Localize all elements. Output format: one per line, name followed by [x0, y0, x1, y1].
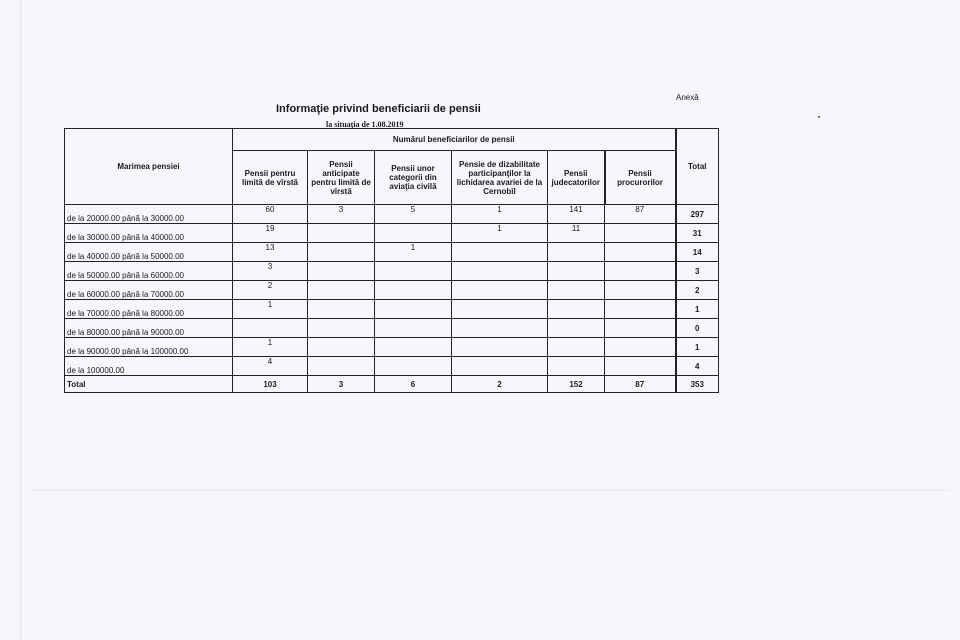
total-row-label: Total	[65, 376, 233, 393]
beneficiary-count-cell: 1	[233, 300, 308, 319]
beneficiary-count-cell	[375, 262, 452, 281]
beneficiary-count-cell	[308, 224, 375, 243]
beneficiary-count-cell	[452, 300, 548, 319]
table-row	[65, 262, 719, 281]
total-row	[65, 376, 719, 393]
row-total-cell: 1	[676, 338, 719, 357]
beneficiary-count-cell	[308, 243, 375, 262]
table-row	[65, 281, 719, 300]
row-total-cell: 0	[676, 319, 719, 338]
column-total-cell: 2	[452, 376, 548, 393]
column-header: Pensii unor categorii din aviaţia civilă	[375, 151, 452, 205]
beneficiary-count-cell: 13	[233, 243, 308, 262]
column-total-cell: 3	[308, 376, 375, 393]
beneficiary-count-cell	[233, 319, 308, 338]
column-header: Pensii anticipate pentru limită de vîrstă	[308, 151, 375, 205]
beneficiary-count-cell	[308, 357, 375, 376]
beneficiary-count-cell	[452, 338, 548, 357]
beneficiary-count-cell: 2	[233, 281, 308, 300]
beneficiary-count-cell: 11	[548, 224, 605, 243]
pension-range-cell: de la 70000.00 până la 80000.00	[65, 300, 233, 319]
beneficiary-count-cell	[452, 262, 548, 281]
beneficiary-count-cell	[548, 243, 605, 262]
beneficiary-count-cell: 87	[605, 205, 676, 224]
total-column-header: Total	[676, 129, 719, 205]
pension-range-cell: de la 90000.00 până la 100000.00	[65, 338, 233, 357]
beneficiary-count-cell: 5	[375, 205, 452, 224]
row-total-cell: 31	[676, 224, 719, 243]
table-row	[65, 224, 719, 243]
beneficiary-count-cell: 4	[233, 357, 308, 376]
beneficiary-count-cell	[375, 224, 452, 243]
beneficiary-count-cell	[375, 338, 452, 357]
document-title: Informaţie privind beneficiarii de pensii	[276, 103, 481, 115]
row-total-cell: 3	[676, 262, 719, 281]
pension-size-header: Marimea pensiei	[65, 129, 233, 205]
column-total-cell: 152	[548, 376, 605, 393]
beneficiary-count-cell: 1	[233, 338, 308, 357]
beneficiary-count-cell	[452, 319, 548, 338]
beneficiary-count-cell	[605, 262, 676, 281]
beneficiary-count-cell: 1	[375, 243, 452, 262]
grand-total-cell: 353	[676, 376, 719, 393]
beneficiary-count-cell	[605, 243, 676, 262]
beneficiary-count-cell: 141	[548, 205, 605, 224]
table-row	[65, 205, 719, 224]
beneficiary-count-cell: 1	[452, 224, 548, 243]
paper-fold-line	[30, 490, 950, 491]
page-edge	[20, 0, 21, 640]
row-total-cell: 2	[676, 281, 719, 300]
beneficiary-count-cell	[375, 357, 452, 376]
table-header-row-1	[65, 129, 719, 151]
table-row	[65, 243, 719, 262]
beneficiary-count-cell	[605, 224, 676, 243]
beneficiary-count-cell	[548, 281, 605, 300]
column-header: Pensii procurorilor	[605, 151, 676, 205]
beneficiary-count-cell	[548, 300, 605, 319]
table-row	[65, 319, 719, 338]
column-header: Pensii pentru limită de vîrstă	[233, 151, 308, 205]
column-total-cell: 87	[605, 376, 676, 393]
beneficiary-count-cell	[605, 338, 676, 357]
beneficiary-count-cell	[452, 243, 548, 262]
beneficiary-count-cell	[308, 319, 375, 338]
beneficiary-count-cell	[308, 300, 375, 319]
beneficiary-count-cell	[605, 319, 676, 338]
row-total-cell: 297	[676, 205, 719, 224]
beneficiary-count-cell	[308, 338, 375, 357]
beneficiary-count-cell	[308, 281, 375, 300]
document-subtitle: la situaţia de 1.08.2019	[326, 120, 404, 129]
pension-range-cell: de la 60000.00 până la 70000.00	[65, 281, 233, 300]
column-header: Pensie de dizabilitate participanţilor la lichidarea avariei de la Cernobîl	[452, 151, 548, 205]
beneficiary-count-cell	[548, 262, 605, 281]
beneficiary-count-cell: 1	[452, 205, 548, 224]
beneficiary-count-cell: 3	[308, 205, 375, 224]
table-body	[65, 205, 719, 393]
beneficiary-count-cell	[548, 319, 605, 338]
beneficiary-count-cell	[452, 357, 548, 376]
beneficiary-count-cell	[375, 319, 452, 338]
beneficiary-count-cell	[375, 281, 452, 300]
beneficiary-count-cell	[605, 281, 676, 300]
beneficiary-count-cell: 60	[233, 205, 308, 224]
row-total-cell: 14	[676, 243, 719, 262]
beneficiary-count-cell: 3	[233, 262, 308, 281]
beneficiary-count-cell	[605, 300, 676, 319]
pension-range-cell: de la 80000.00 până la 90000.00	[65, 319, 233, 338]
pension-range-cell: de la 20000.00 până la 30000.00	[65, 205, 233, 224]
pension-range-cell: de la 50000.00 până la 60000.00	[65, 262, 233, 281]
beneficiary-count-cell	[548, 357, 605, 376]
pension-table	[64, 128, 719, 393]
annex-label: Anexă	[676, 93, 699, 102]
beneficiaries-group-header: Numărul beneficiarilor de pensii	[233, 129, 676, 151]
table-row	[65, 338, 719, 357]
pension-range-cell: de la 100000.00	[65, 357, 233, 376]
pension-range-cell: de la 30000.00 până la 40000.00	[65, 224, 233, 243]
beneficiary-count-cell	[375, 300, 452, 319]
row-total-cell: 1	[676, 300, 719, 319]
beneficiary-count-cell	[308, 262, 375, 281]
beneficiary-count-cell	[548, 338, 605, 357]
column-total-cell: 6	[375, 376, 452, 393]
column-total-cell: 103	[233, 376, 308, 393]
column-header: Pensii judecatorilor	[548, 151, 605, 205]
pension-range-cell: de la 40000.00 până la 50000.00	[65, 243, 233, 262]
table-row	[65, 357, 719, 376]
beneficiary-count-cell	[452, 281, 548, 300]
paper-speck	[818, 116, 820, 118]
beneficiary-count-cell	[605, 357, 676, 376]
row-total-cell: 4	[676, 357, 719, 376]
table-row	[65, 300, 719, 319]
beneficiary-count-cell: 19	[233, 224, 308, 243]
